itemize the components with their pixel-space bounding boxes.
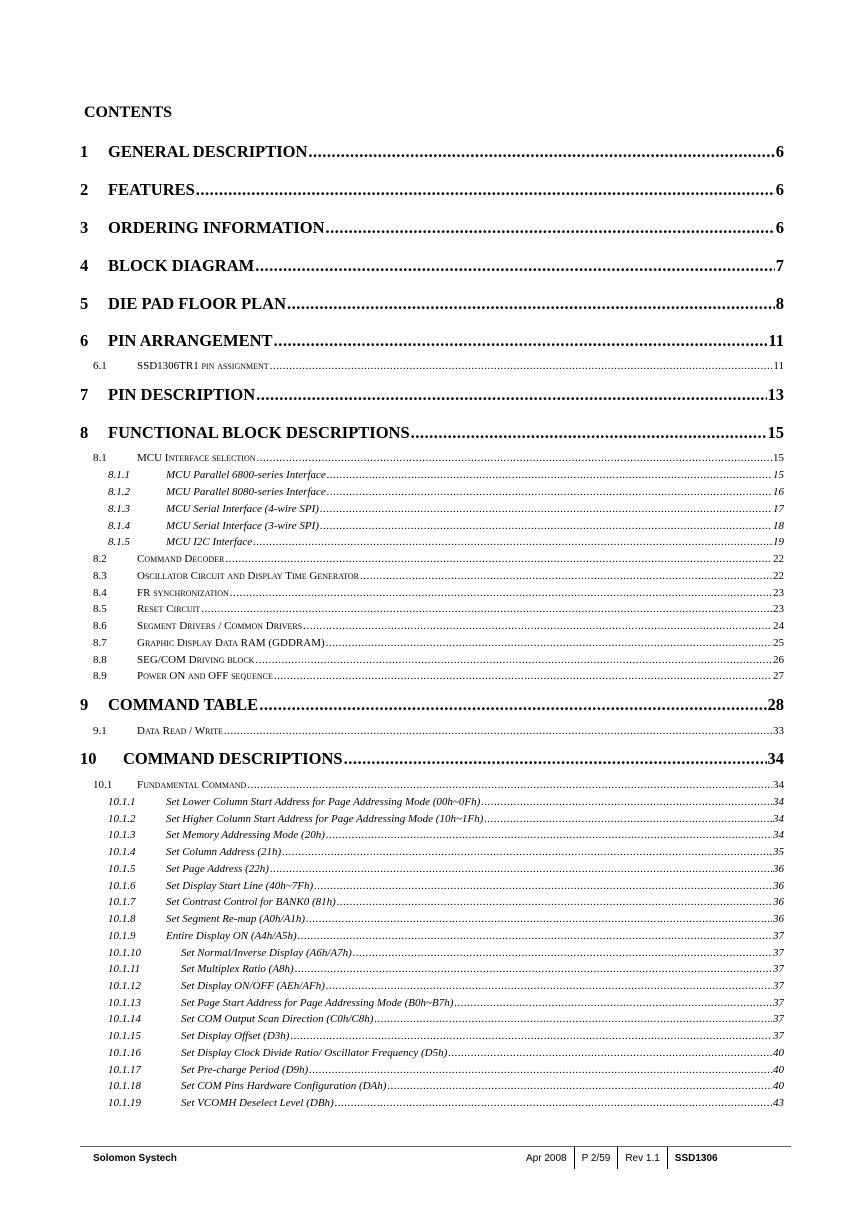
toc-entry-number: 10.1.13 <box>108 997 141 1009</box>
toc-entry-page: 15 <box>773 452 784 464</box>
toc-entry-title: FR synchronization <box>137 587 229 599</box>
toc-leader-dots <box>255 256 775 276</box>
toc-entry-number: 8.1.1 <box>108 469 130 481</box>
toc-entry-8-1-4[interactable] <box>108 520 784 535</box>
toc-leader-dots <box>320 520 772 532</box>
toc-entry-6-1[interactable] <box>93 360 784 375</box>
toc-entry-page: 34 <box>767 749 784 768</box>
toc-entry-number: 5 <box>80 294 89 313</box>
toc-entry-title: Command Decoder <box>137 553 225 565</box>
toc-entry-10-1-1[interactable] <box>108 796 784 811</box>
toc-entry-page: 40 <box>773 1064 784 1076</box>
toc-entry-10-1-9[interactable] <box>108 930 784 945</box>
toc-entry-5[interactable] <box>80 294 784 316</box>
toc-entry-10-1-5[interactable] <box>108 863 784 878</box>
footer-page: P 2/59 <box>574 1147 618 1169</box>
toc-leader-dots <box>320 503 772 515</box>
toc-entry-10-1-4[interactable] <box>108 846 784 861</box>
toc-entry-page: 36 <box>773 880 784 892</box>
toc-entry-title: DIE PAD FLOOR PLAN <box>108 294 286 313</box>
toc-leader-dots <box>326 218 775 238</box>
toc-entry-page: 36 <box>773 863 784 875</box>
toc-leader-dots <box>274 331 768 351</box>
toc-leader-dots <box>196 180 775 200</box>
toc-entry-8-1-1[interactable] <box>108 469 784 484</box>
toc-entry-page: 18 <box>773 520 784 532</box>
toc-entry-number: 7 <box>80 385 89 404</box>
toc-leader-dots <box>484 813 772 825</box>
toc-entry-title: FEATURES <box>108 180 195 199</box>
toc-entry-number: 10.1.8 <box>108 913 136 925</box>
toc-entry-page: 27 <box>773 670 784 682</box>
toc-entry-title: Set Page Start Address for Page Addressing Mode (B0h~B7h) <box>181 997 454 1009</box>
toc-entry-page: 34 <box>773 829 784 841</box>
toc-entry-number: 10.1.6 <box>108 880 136 892</box>
toc-entry-page: 8 <box>775 294 784 313</box>
toc-entry-number: 8.5 <box>93 603 107 615</box>
toc-entry-number: 8.2 <box>93 553 107 565</box>
toc-entry-number: 8.8 <box>93 654 107 666</box>
toc-entry-number: 6.1 <box>93 360 107 372</box>
toc-entry-title: Set Display Clock Divide Ratio/ Oscillator Frequency (D5h) <box>181 1047 448 1059</box>
toc-leader-dots <box>326 829 772 841</box>
toc-entry-title: Set Page Address (22h) <box>166 863 269 875</box>
toc-entry-page: 15 <box>767 423 784 442</box>
toc-entry-page: 17 <box>773 503 784 515</box>
toc-entry-page: 15 <box>773 469 784 481</box>
toc-entry-page: 37 <box>773 997 784 1009</box>
toc-leader-dots <box>256 385 766 405</box>
toc-entry-page: 36 <box>773 896 784 908</box>
toc-entry-title: COMMAND DESCRIPTIONS <box>123 749 343 768</box>
toc-leader-dots <box>253 536 772 548</box>
toc-entry-6[interactable] <box>80 331 784 353</box>
toc-entry-8-7[interactable] <box>93 637 784 652</box>
toc-entry-title: MCU Parallel 8080-series Interface <box>166 486 326 498</box>
toc-entry-title: Data Read / Write <box>137 725 223 737</box>
toc-entry-page: 35 <box>773 846 784 858</box>
toc-entry-number: 10.1.19 <box>108 1097 141 1109</box>
toc-entry-number: 10.1.5 <box>108 863 136 875</box>
footer-part: SSD1306 <box>667 1147 725 1169</box>
toc-entry-3[interactable] <box>80 218 784 240</box>
toc-entry-8-1-5[interactable] <box>108 536 784 551</box>
toc-entry-number: 10.1.4 <box>108 846 136 858</box>
toc-leader-dots <box>326 980 772 992</box>
toc-entry-title: PIN ARRANGEMENT <box>108 331 273 350</box>
footer-meta <box>519 1147 725 1169</box>
toc-entry-10-1-8[interactable] <box>108 913 784 928</box>
toc-leader-dots <box>303 620 772 632</box>
toc-entry-8-1[interactable] <box>93 452 784 467</box>
toc-entry-page: 34 <box>773 813 784 825</box>
toc-entry-10-1-11[interactable] <box>108 963 784 978</box>
toc-leader-dots <box>387 1080 772 1092</box>
toc-entry-title: MCU Serial Interface (4-wire SPI) <box>166 503 319 515</box>
toc-entry-title: Set Contrast Control for BANK0 (81h) <box>166 896 336 908</box>
toc-leader-dots <box>282 846 772 858</box>
toc-leader-dots <box>314 880 772 892</box>
toc-leader-dots <box>353 947 772 959</box>
toc-entry-10-1-10[interactable] <box>108 947 784 962</box>
toc-entry-number: 8.1.2 <box>108 486 130 498</box>
toc-entry-8-9[interactable] <box>93 670 784 685</box>
toc-entry-title: Segment Drivers / Common Drivers <box>137 620 303 632</box>
toc-entry-title: Fundamental Command <box>137 779 247 791</box>
toc-entry-10-1-2[interactable] <box>108 813 784 828</box>
toc-leader-dots <box>360 570 772 582</box>
toc-leader-dots <box>259 695 766 715</box>
toc-entry-page: 40 <box>773 1047 784 1059</box>
toc-entry-title: COMMAND TABLE <box>108 695 259 714</box>
toc-leader-dots <box>454 997 772 1009</box>
toc-entry-9[interactable] <box>80 695 784 717</box>
toc-entry-page: 19 <box>773 536 784 548</box>
toc-entry-title: Set Normal/Inverse Display (A6h/A7h) <box>181 947 352 959</box>
toc-entry-number: 10.1.16 <box>108 1047 141 1059</box>
toc-entry-page: 34 <box>773 796 784 808</box>
toc-leader-dots <box>230 587 772 599</box>
toc-entry-10[interactable] <box>80 749 784 771</box>
toc-entry-8-4[interactable] <box>93 587 784 602</box>
toc-entry-title: Graphic Display Data RAM (GDDRAM) <box>137 637 325 649</box>
toc-entry-number: 8.4 <box>93 587 107 599</box>
toc-leader-dots <box>327 469 772 481</box>
toc-entry-number: 8.6 <box>93 620 107 632</box>
toc-leader-dots <box>255 654 772 666</box>
toc-entry-page: 6 <box>775 218 784 237</box>
toc-entry-page: 37 <box>773 947 784 959</box>
toc-entry-page: 7 <box>775 256 784 275</box>
toc-entry-page: 6 <box>775 180 784 199</box>
toc-leader-dots <box>374 1013 772 1025</box>
toc-leader-dots <box>290 1030 772 1042</box>
toc-leader-dots <box>270 360 773 372</box>
toc-entry-2[interactable] <box>80 180 784 202</box>
toc-entry-number: 6 <box>80 331 89 350</box>
toc-entry-title: Set COM Output Scan Direction (C0h/C8h) <box>181 1013 374 1025</box>
toc-entry-page: 40 <box>773 1080 784 1092</box>
toc-entry-8-3[interactable] <box>93 570 784 585</box>
toc-entry-page: 37 <box>773 1030 784 1042</box>
toc-entry-number: 2 <box>80 180 89 199</box>
toc-leader-dots <box>295 963 772 975</box>
toc-entry-title: Set Display ON/OFF (AEh/AFh) <box>181 980 325 992</box>
toc-entry-title: FUNCTIONAL BLOCK DESCRIPTIONS <box>108 423 410 442</box>
toc-entry-page: 16 <box>773 486 784 498</box>
toc-entry-4[interactable] <box>80 256 784 278</box>
toc-entry-page: 26 <box>773 654 784 666</box>
toc-entry-number: 10.1.11 <box>108 963 141 975</box>
toc-entry-title: Set Multiplex Ratio (A8h) <box>181 963 294 975</box>
toc-entry-title: ORDERING INFORMATION <box>108 218 325 237</box>
toc-entry-title: Set Segment Re-map (A0h/A1h) <box>166 913 305 925</box>
toc-leader-dots <box>274 670 772 682</box>
toc-entry-title: Set COM Pins Hardware Configuration (DAh) <box>181 1080 387 1092</box>
toc-entry-10-1-15[interactable] <box>108 1030 784 1045</box>
toc-entry-page: 34 <box>773 779 784 791</box>
toc-entry-number: 9.1 <box>93 725 107 737</box>
toc-entry-page: 28 <box>767 695 784 714</box>
toc-entry-number: 8.9 <box>93 670 107 682</box>
toc-entry-10-1-18[interactable] <box>108 1080 784 1095</box>
toc-entry-page: 11 <box>773 360 784 372</box>
toc-leader-dots <box>201 603 772 615</box>
toc-entry-page: 37 <box>773 980 784 992</box>
toc-entry-page: 37 <box>773 930 784 942</box>
toc-entry-number: 10.1 <box>93 779 113 791</box>
toc-leader-dots <box>270 863 772 875</box>
toc-entry-title: PIN DESCRIPTION <box>108 385 256 404</box>
toc-leader-dots <box>247 779 772 791</box>
toc-entry-8[interactable] <box>80 423 784 445</box>
toc-leader-dots <box>298 930 772 942</box>
toc-entry-number: 8.1.4 <box>108 520 130 532</box>
toc-entry-number: 8.7 <box>93 637 107 649</box>
toc-entry-title: SEG/COM Driving block <box>137 654 255 666</box>
toc-entry-title: Entire Display ON (A4h/A5h) <box>166 930 297 942</box>
toc-leader-dots <box>344 749 767 769</box>
footer-company: Solomon Systech <box>93 1152 177 1164</box>
toc-leader-dots <box>306 913 772 925</box>
toc-entry-8-8[interactable] <box>93 654 784 669</box>
toc-entry-number: 10 <box>80 749 97 768</box>
toc-entry-number: 10.1.1 <box>108 796 136 808</box>
toc-entry-title: MCU Serial Interface (3-wire SPI) <box>166 520 319 532</box>
toc-entry-number: 10.1.10 <box>108 947 141 959</box>
toc-entry-number: 10.1.14 <box>108 1013 141 1025</box>
toc-entry-title: Oscillator Circuit and Display Time Generator <box>137 570 359 582</box>
contents-heading: CONTENTS <box>84 104 173 121</box>
toc-entry-10-1-13[interactable] <box>108 997 784 1012</box>
toc-entry-page: 36 <box>773 913 784 925</box>
toc-entry-8-5[interactable] <box>93 603 784 618</box>
toc-entry-title: Set Higher Column Start Address for Page Addressing Mode (10h~1Fh) <box>166 813 484 825</box>
toc-entry-number: 1 <box>80 142 89 161</box>
toc-entry-title: Set Display Offset (D3h) <box>181 1030 290 1042</box>
toc-entry-page: 25 <box>773 637 784 649</box>
toc-leader-dots <box>481 796 772 808</box>
toc-entry-page: 43 <box>773 1097 784 1109</box>
toc-leader-dots <box>326 637 772 649</box>
toc-entry-8-1-3[interactable] <box>108 503 784 518</box>
toc-entry-title: BLOCK DIAGRAM <box>108 256 255 275</box>
toc-entry-10-1-17[interactable] <box>108 1064 784 1079</box>
toc-entry-title: MCU I2C Interface <box>166 536 253 548</box>
toc-leader-dots <box>448 1047 772 1059</box>
toc-entry-page: 33 <box>773 725 784 737</box>
toc-entry-page: 37 <box>773 1013 784 1025</box>
toc-entry-number: 8.1.5 <box>108 536 130 548</box>
toc-entry-number: 10.1.7 <box>108 896 136 908</box>
toc-entry-title: GENERAL DESCRIPTION <box>108 142 308 161</box>
toc-entry-10-1-12[interactable] <box>108 980 784 995</box>
toc-entry-8-6[interactable] <box>93 620 784 635</box>
toc-entry-page: 23 <box>773 603 784 615</box>
toc-leader-dots <box>224 725 772 737</box>
toc-entry-7[interactable] <box>80 385 784 407</box>
toc-entry-number: 10.1.2 <box>108 813 136 825</box>
toc-leader-dots <box>309 1064 772 1076</box>
toc-entry-page: 37 <box>773 963 784 975</box>
toc-entry-8-1-2[interactable] <box>108 486 784 501</box>
toc-entry-10-1-3[interactable] <box>108 829 784 844</box>
toc-entry-title: Set Lower Column Start Address for Page Addressing Mode (00h~0Fh) <box>166 796 481 808</box>
toc-entry-page: 22 <box>773 570 784 582</box>
toc-leader-dots <box>308 142 774 162</box>
toc-entry-title: MCU Interface selection <box>137 452 256 464</box>
toc-entry-title: SSD1306TR1 pin assignment <box>137 360 269 372</box>
footer-rev: Rev 1.1 <box>617 1147 666 1169</box>
toc-entry-10-1-7[interactable] <box>108 896 784 911</box>
toc-leader-dots <box>337 896 772 908</box>
toc-leader-dots <box>225 553 772 565</box>
toc-entry-number: 8.3 <box>93 570 107 582</box>
toc-entry-number: 8.1 <box>93 452 107 464</box>
toc-leader-dots <box>287 294 775 314</box>
toc-entry-title: Set Display Start Line (40h~7Fh) <box>166 880 314 892</box>
toc-entry-title: MCU Parallel 6800-series Interface <box>166 469 326 481</box>
toc-entry-number: 10.1.12 <box>108 980 141 992</box>
toc-entry-title: Set VCOMH Deselect Level (DBh) <box>181 1097 334 1109</box>
toc-entry-title: Reset Circuit <box>137 603 201 615</box>
toc-entry-number: 10.1.18 <box>108 1080 141 1092</box>
toc-entry-number: 3 <box>80 218 89 237</box>
toc-entry-title: Set Memory Addressing Mode (20h) <box>166 829 325 841</box>
toc-leader-dots <box>327 486 772 498</box>
toc-entry-10-1-19[interactable] <box>108 1097 784 1112</box>
toc-entry-title: Set Column Address (21h) <box>166 846 282 858</box>
toc-entry-number: 10.1.9 <box>108 930 136 942</box>
toc-entry-page: 24 <box>773 620 784 632</box>
toc-entry-10-1-14[interactable] <box>108 1013 784 1028</box>
toc-entry-1[interactable] <box>80 142 784 164</box>
toc-leader-dots <box>257 452 772 464</box>
toc-entry-8-2[interactable] <box>93 553 784 568</box>
toc-entry-number: 9 <box>80 695 89 714</box>
toc-entry-number: 4 <box>80 256 89 275</box>
toc-entry-page: 11 <box>768 331 784 350</box>
toc-entry-title: Power ON and OFF sequence <box>137 670 273 682</box>
toc-entry-10-1-6[interactable] <box>108 880 784 895</box>
toc-entry-9-1[interactable] <box>93 725 784 740</box>
footer-date: Apr 2008 <box>526 1152 567 1164</box>
toc-leader-dots <box>411 423 767 443</box>
toc-entry-number: 10.1.15 <box>108 1030 141 1042</box>
toc-entry-page: 22 <box>773 553 784 565</box>
toc-entry-number: 8.1.3 <box>108 503 130 515</box>
toc-entry-page: 13 <box>767 385 784 404</box>
toc-entry-page: 23 <box>773 587 784 599</box>
toc-entry-10-1[interactable] <box>93 779 784 794</box>
toc-entry-title: Set Pre-charge Period (D9h) <box>181 1064 309 1076</box>
toc-entry-number: 10.1.17 <box>108 1064 141 1076</box>
toc-entry-10-1-16[interactable] <box>108 1047 784 1062</box>
toc-entry-number: 8 <box>80 423 89 442</box>
toc-leader-dots <box>335 1097 772 1109</box>
toc-entry-page: 6 <box>775 142 784 161</box>
toc-entry-number: 10.1.3 <box>108 829 136 841</box>
